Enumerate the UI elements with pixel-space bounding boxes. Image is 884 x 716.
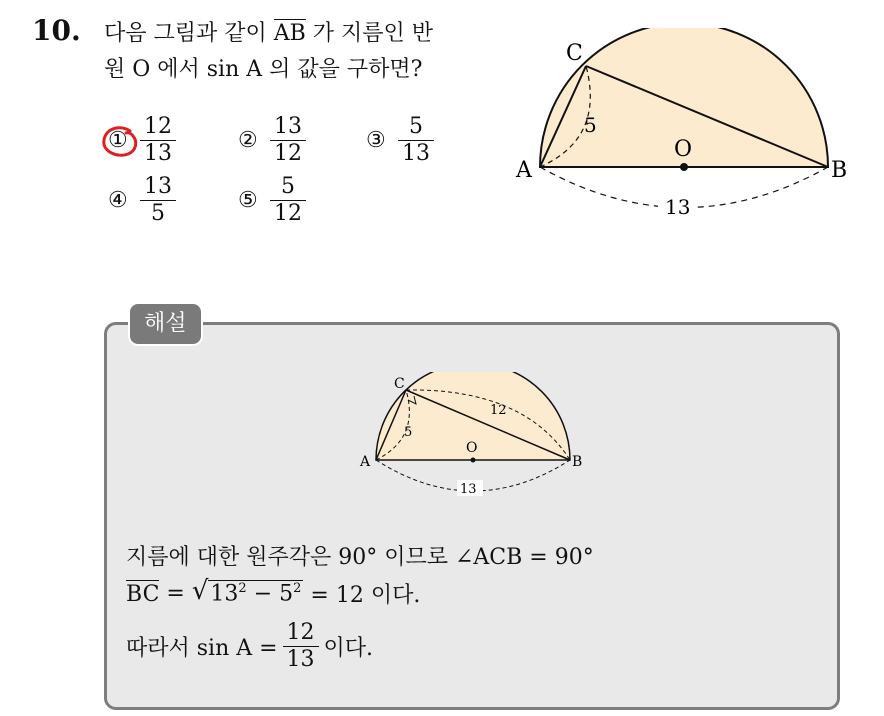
point-o-label: O [674, 137, 693, 162]
point-b-label: B [831, 158, 848, 183]
radicand-13: 13 [210, 581, 239, 607]
solution-figure [354, 372, 604, 500]
length-ac-label: 5 [404, 425, 413, 440]
length-ac-label: 5 [584, 113, 597, 137]
solution-line-2 [126, 578, 420, 609]
numerator: 13 [144, 174, 172, 199]
numerator: 13 [274, 114, 302, 139]
denominator: 12 [274, 141, 302, 166]
question-text-b: 가 지름인 반 [305, 21, 434, 46]
radicand [208, 580, 303, 606]
choice-fraction [142, 174, 174, 227]
point-a-label: A [516, 158, 532, 183]
exponent: 2 [238, 581, 247, 597]
radicand-minus-5: − 5 [246, 581, 294, 607]
solution-line-1: 지름에 대한 원주각은 90° 이므로 ∠ACB = 90° [126, 545, 594, 570]
segment-ab: AB [273, 21, 306, 46]
denominator: 13 [144, 141, 172, 166]
conclusion-text-a: 따라서 sin A = [126, 636, 285, 661]
choice-fraction [272, 114, 304, 167]
denominator: 13 [402, 141, 430, 166]
choice-number: ③ [366, 128, 386, 153]
choice-number: ② [238, 128, 258, 153]
point-c-label: C [566, 41, 583, 66]
choice-2[interactable] [238, 114, 304, 167]
numerator: 5 [281, 174, 295, 199]
result: = 12 이다. [303, 583, 421, 608]
denominator: 13 [286, 647, 315, 672]
length-ab-label: 13 [665, 195, 691, 219]
length-bc-label: 12 [490, 403, 507, 418]
question-text-a: 다음 그림과 같이 [104, 21, 274, 46]
exponent: 2 [293, 581, 302, 597]
denominator: 5 [151, 201, 165, 226]
choice-3[interactable] [366, 114, 432, 167]
point-c-label: C [394, 376, 405, 392]
choice-number: ④ [108, 188, 128, 213]
solution-line-3 [126, 620, 373, 673]
point-b-label: B [572, 454, 583, 470]
center-point [471, 458, 476, 463]
center-point [680, 163, 688, 171]
choice-5[interactable] [238, 174, 304, 227]
numerator: 12 [144, 114, 172, 139]
choice-4[interactable] [108, 174, 174, 227]
square-root [191, 576, 304, 607]
semicircle-figure [510, 28, 860, 228]
answer-fraction [285, 620, 317, 673]
point-a-label: A [360, 454, 371, 470]
choice-fraction [272, 174, 304, 227]
numerator: 5 [409, 114, 423, 139]
solution-tag: 해설 [128, 302, 203, 346]
choice-fraction [400, 114, 432, 167]
choice-number: ① [108, 128, 128, 153]
equals: = [159, 581, 192, 606]
denominator: 12 [274, 201, 302, 226]
length-ab-label: 13 [460, 482, 477, 497]
numerator: 12 [286, 620, 315, 645]
question-number: 10. [32, 14, 81, 47]
choice-fraction [142, 114, 174, 167]
question-line-2: 원 O 에서 sin A 의 값을 구하면? [104, 57, 423, 82]
choice-number: ⑤ [238, 188, 258, 213]
question-line-1 [104, 16, 433, 47]
conclusion-text-b: 이다. [316, 636, 374, 661]
segment-bc: BC [126, 582, 160, 607]
point-o-label: O [466, 440, 478, 456]
radical-sign: √ [191, 576, 209, 607]
answer-circle-mark [100, 124, 144, 160]
